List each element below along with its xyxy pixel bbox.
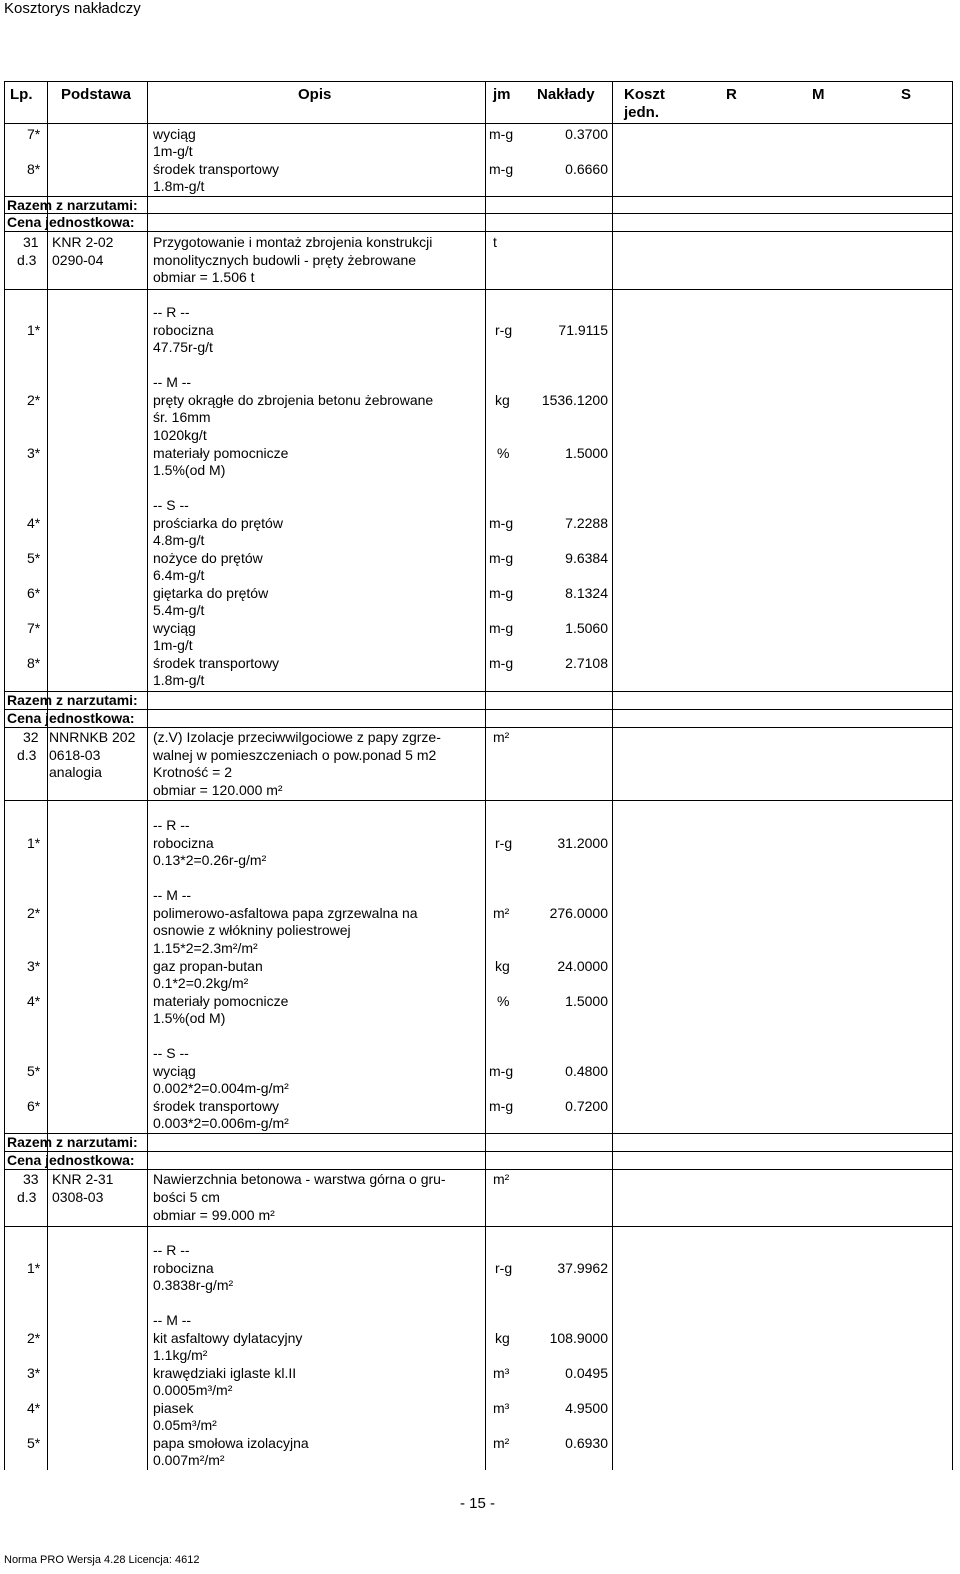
row-lp: 8* [27, 655, 41, 671]
row-opis: pręty okrągłe do zbrojenia betonu żebrowane [153, 392, 434, 408]
row-norma: 0.13*2=0.26r-g/m² [153, 852, 267, 868]
row-lp: 6* [27, 1098, 41, 1114]
row-lp: 1* [27, 322, 41, 338]
row-opis-line2: śr. 16mm [153, 409, 211, 425]
row-norma: 1020kg/t [153, 427, 207, 443]
row-jm: m³ [493, 1400, 510, 1416]
row-naklady: 1.5000 [565, 993, 608, 1009]
row-lp: 3* [27, 958, 41, 974]
position-obmiar: obmiar = 120.000 m² [153, 782, 283, 798]
position-opis: Przygotowanie i montaż zbrojenia konstrukcji [153, 234, 433, 250]
row-naklady: 0.4800 [565, 1063, 608, 1079]
row-opis: piasek [153, 1400, 194, 1416]
header-jm: jm [493, 86, 511, 103]
row-jm: m-g [489, 161, 514, 177]
row-naklady: 24.0000 [557, 958, 608, 974]
row-lp: 8* [27, 161, 41, 177]
section-m-label: -- M -- [153, 887, 192, 903]
row-lp: 4* [27, 515, 41, 531]
row-divider [4, 691, 953, 692]
position-jm: m² [493, 1171, 510, 1187]
row-lp: 5* [27, 1435, 41, 1451]
row-divider [4, 196, 953, 197]
row-opis: wyciąg [153, 620, 196, 636]
row-lp: 4* [27, 1400, 41, 1416]
row-naklady: 71.9115 [558, 322, 608, 338]
razem-label: Razem z narzutami: [7, 692, 138, 708]
row-jm: m-g [489, 620, 514, 636]
row-naklady: 0.7200 [565, 1098, 608, 1114]
row-opis: materiały pomocnicze [153, 993, 289, 1009]
razem-label: Razem z narzutami: [7, 197, 138, 213]
row-jm: m-g [489, 515, 514, 531]
row-norma: 0.002*2=0.004m-g/m² [153, 1080, 289, 1096]
row-jm: kg [495, 1330, 510, 1346]
row-jm: m-g [489, 655, 514, 671]
app-title: Kosztorys nakładczy [4, 0, 141, 17]
row-divider [4, 1226, 953, 1227]
row-lp: 5* [27, 1063, 41, 1079]
cena-label: Cena jednostkowa: [7, 710, 135, 726]
row-jm: m-g [489, 585, 514, 601]
row-lp: 2* [27, 392, 41, 408]
row-norma: 1.15*2=2.3m²/m² [153, 940, 258, 956]
position-suffix: d.3 [17, 747, 37, 763]
position-number: 31 [23, 234, 39, 250]
row-opis: prościarka do prętów [153, 515, 283, 531]
position-podstawa: KNR 2-31 [52, 1171, 114, 1187]
row-norma: 47.75r-g/t [153, 339, 213, 355]
row-naklady: 276.0000 [549, 905, 608, 921]
row-jm: % [497, 445, 510, 461]
header-r: R [726, 86, 737, 103]
row-lp: 3* [27, 445, 41, 461]
position-opis: (z.V) Izolacje przeciwwilgociowe z papy zgrze- [153, 729, 441, 745]
row-divider [4, 231, 953, 232]
row-opis: giętarka do prętów [153, 585, 269, 601]
header-lp: Lp. [10, 86, 33, 103]
row-lp: 2* [27, 905, 41, 921]
row-naklady: 108.9000 [549, 1330, 608, 1346]
row-norma: 1m-g/t [153, 143, 193, 159]
row-norma: 0.3838r-g/m² [153, 1277, 234, 1293]
position-jm: m² [493, 729, 510, 745]
row-norma: 1.8m-g/t [153, 672, 205, 688]
row-opis: polimerowo-asfaltowa papa zgrzewalna na [153, 905, 418, 921]
row-divider [4, 289, 953, 290]
row-opis: robocizna [153, 322, 214, 338]
row-opis: gaz propan-butan [153, 958, 263, 974]
row-naklady: 4.9500 [565, 1400, 608, 1416]
row-jm: r-g [495, 1260, 513, 1276]
row-opis: nożyce do prętów [153, 550, 263, 566]
row-naklady: 1536.1200 [541, 392, 608, 408]
row-norma: 1.5%(od M) [153, 1010, 226, 1026]
row-jm: m² [493, 905, 510, 921]
position-obmiar: obmiar = 99.000 m² [153, 1207, 275, 1223]
row-naklady: 1.5000 [565, 445, 608, 461]
row-opis: środek transportowy [153, 1098, 280, 1114]
row-lp: 7* [27, 620, 41, 636]
cena-label: Cena jednostkowa: [7, 214, 135, 230]
row-jm: kg [495, 392, 510, 408]
row-norma: 0.05m³/m² [153, 1417, 217, 1433]
position-opis-line2: bości 5 cm [153, 1189, 220, 1205]
row-jm: m² [493, 1435, 510, 1451]
header-opis: Opis [298, 86, 332, 103]
section-m-label: -- M -- [153, 374, 192, 390]
row-norma: 0.007m²/m² [153, 1452, 225, 1468]
row-naklady: 8.1324 [565, 585, 608, 601]
position-podstawa-code: 0308-03 [52, 1189, 104, 1205]
row-naklady: 31.2000 [557, 835, 608, 851]
position-opis-line2: monolitycznych budowli - pręty żebrowane [153, 252, 417, 268]
row-lp: 6* [27, 585, 41, 601]
row-lp: 1* [27, 835, 41, 851]
row-divider [4, 1169, 953, 1170]
row-lp: 5* [27, 550, 41, 566]
section-s-label: -- S -- [153, 497, 189, 513]
row-naklady: 9.6384 [565, 550, 608, 566]
section-s-label: -- S -- [153, 1045, 189, 1061]
row-opis: wyciąg [153, 1063, 196, 1079]
row-divider [4, 1151, 953, 1152]
section-r-label: -- R -- [153, 304, 190, 320]
position-podstawa: NNRNKB 202 [49, 729, 136, 745]
row-opis: środek transportowy [153, 161, 280, 177]
row-lp: 3* [27, 1365, 41, 1381]
row-opis: materiały pomocnicze [153, 445, 289, 461]
section-r-label: -- R -- [153, 817, 190, 833]
row-lp: 4* [27, 993, 41, 1009]
page-number: - 15 - [460, 1495, 496, 1512]
row-naklady: 0.0495 [565, 1365, 608, 1381]
row-opis-line2: osnowie z włókniny poliestrowej [153, 922, 351, 938]
row-norma: 1.1kg/m² [153, 1347, 208, 1363]
row-naklady: 37.9962 [557, 1260, 608, 1276]
row-opis: środek transportowy [153, 655, 280, 671]
row-jm: r-g [495, 322, 513, 338]
header-s: S [901, 86, 912, 103]
row-jm: m-g [489, 126, 514, 142]
footer-license: Norma PRO Wersja 4.28 Licencja: 4612 [4, 1554, 200, 1566]
position-number: 33 [23, 1171, 39, 1187]
position-number: 32 [23, 729, 39, 745]
row-naklady: 7.2288 [565, 515, 608, 531]
section-m-label: -- M -- [153, 1312, 192, 1328]
row-opis: robocizna [153, 1260, 214, 1276]
position-opis-line2: walnej w pomieszczeniach o pow.ponad 5 m2 [153, 747, 437, 763]
header-jedn: jedn. [624, 104, 660, 121]
position-podstawa-code: 0618-03 [49, 747, 101, 763]
row-opis: kit asfaltowy dylatacyjny [153, 1330, 303, 1346]
row-norma: 1.5%(od M) [153, 462, 226, 478]
row-norma: 0.0005m³/m² [153, 1382, 233, 1398]
row-jm: m-g [489, 1063, 514, 1079]
row-norma: 1m-g/t [153, 637, 193, 653]
header-koszt: Koszt [624, 86, 665, 103]
row-divider [4, 709, 953, 710]
row-jm: kg [495, 958, 510, 974]
position-obmiar: obmiar = 1.506 t [153, 269, 255, 285]
row-divider [4, 800, 953, 801]
row-opis: papa smołowa izolacyjna [153, 1435, 309, 1451]
row-jm: r-g [495, 835, 513, 851]
row-jm: m-g [489, 550, 514, 566]
row-naklady: 2.7108 [565, 655, 608, 671]
row-norma: 0.1*2=0.2kg/m² [153, 975, 249, 991]
row-naklady: 0.6660 [565, 161, 608, 177]
header-naklady: Nakłady [537, 86, 595, 103]
position-suffix: d.3 [17, 252, 37, 268]
position-opis: Nawierzchnia betonowa - warstwa górna o gru- [153, 1171, 446, 1187]
row-lp: 7* [27, 126, 41, 142]
position-podstawa-note: analogia [49, 764, 102, 780]
row-norma: 1.8m-g/t [153, 178, 205, 194]
row-jm: m³ [493, 1365, 510, 1381]
position-podstawa-code: 0290-04 [52, 252, 104, 268]
row-divider [4, 727, 953, 728]
row-lp: 2* [27, 1330, 41, 1346]
position-suffix: d.3 [17, 1189, 37, 1205]
header-podstawa: Podstawa [61, 86, 132, 103]
section-r-label: -- R -- [153, 1242, 190, 1258]
row-norma: 5.4m-g/t [153, 602, 205, 618]
row-norma: 0.003*2=0.006m-g/m² [153, 1115, 289, 1131]
position-podstawa: KNR 2-02 [52, 234, 114, 250]
row-norma: 6.4m-g/t [153, 567, 205, 583]
row-divider [4, 213, 953, 214]
position-jm: t [493, 234, 497, 250]
cena-label: Cena jednostkowa: [7, 1152, 135, 1168]
row-naklady: 1.5060 [565, 620, 608, 636]
position-krotnosc: Krotność = 2 [153, 764, 232, 780]
row-opis: krawędziaki iglaste kl.II [153, 1365, 297, 1381]
row-naklady: 0.6930 [565, 1435, 608, 1451]
row-lp: 1* [27, 1260, 41, 1276]
row-jm: % [497, 993, 510, 1009]
row-jm: m-g [489, 1098, 514, 1114]
row-norma: 4.8m-g/t [153, 532, 205, 548]
row-divider [4, 1133, 953, 1134]
row-naklady: 0.3700 [565, 126, 608, 142]
row-opis: robocizna [153, 835, 214, 851]
razem-label: Razem z narzutami: [7, 1134, 138, 1150]
header-m: M [812, 86, 825, 103]
row-opis: wyciąg [153, 126, 196, 142]
